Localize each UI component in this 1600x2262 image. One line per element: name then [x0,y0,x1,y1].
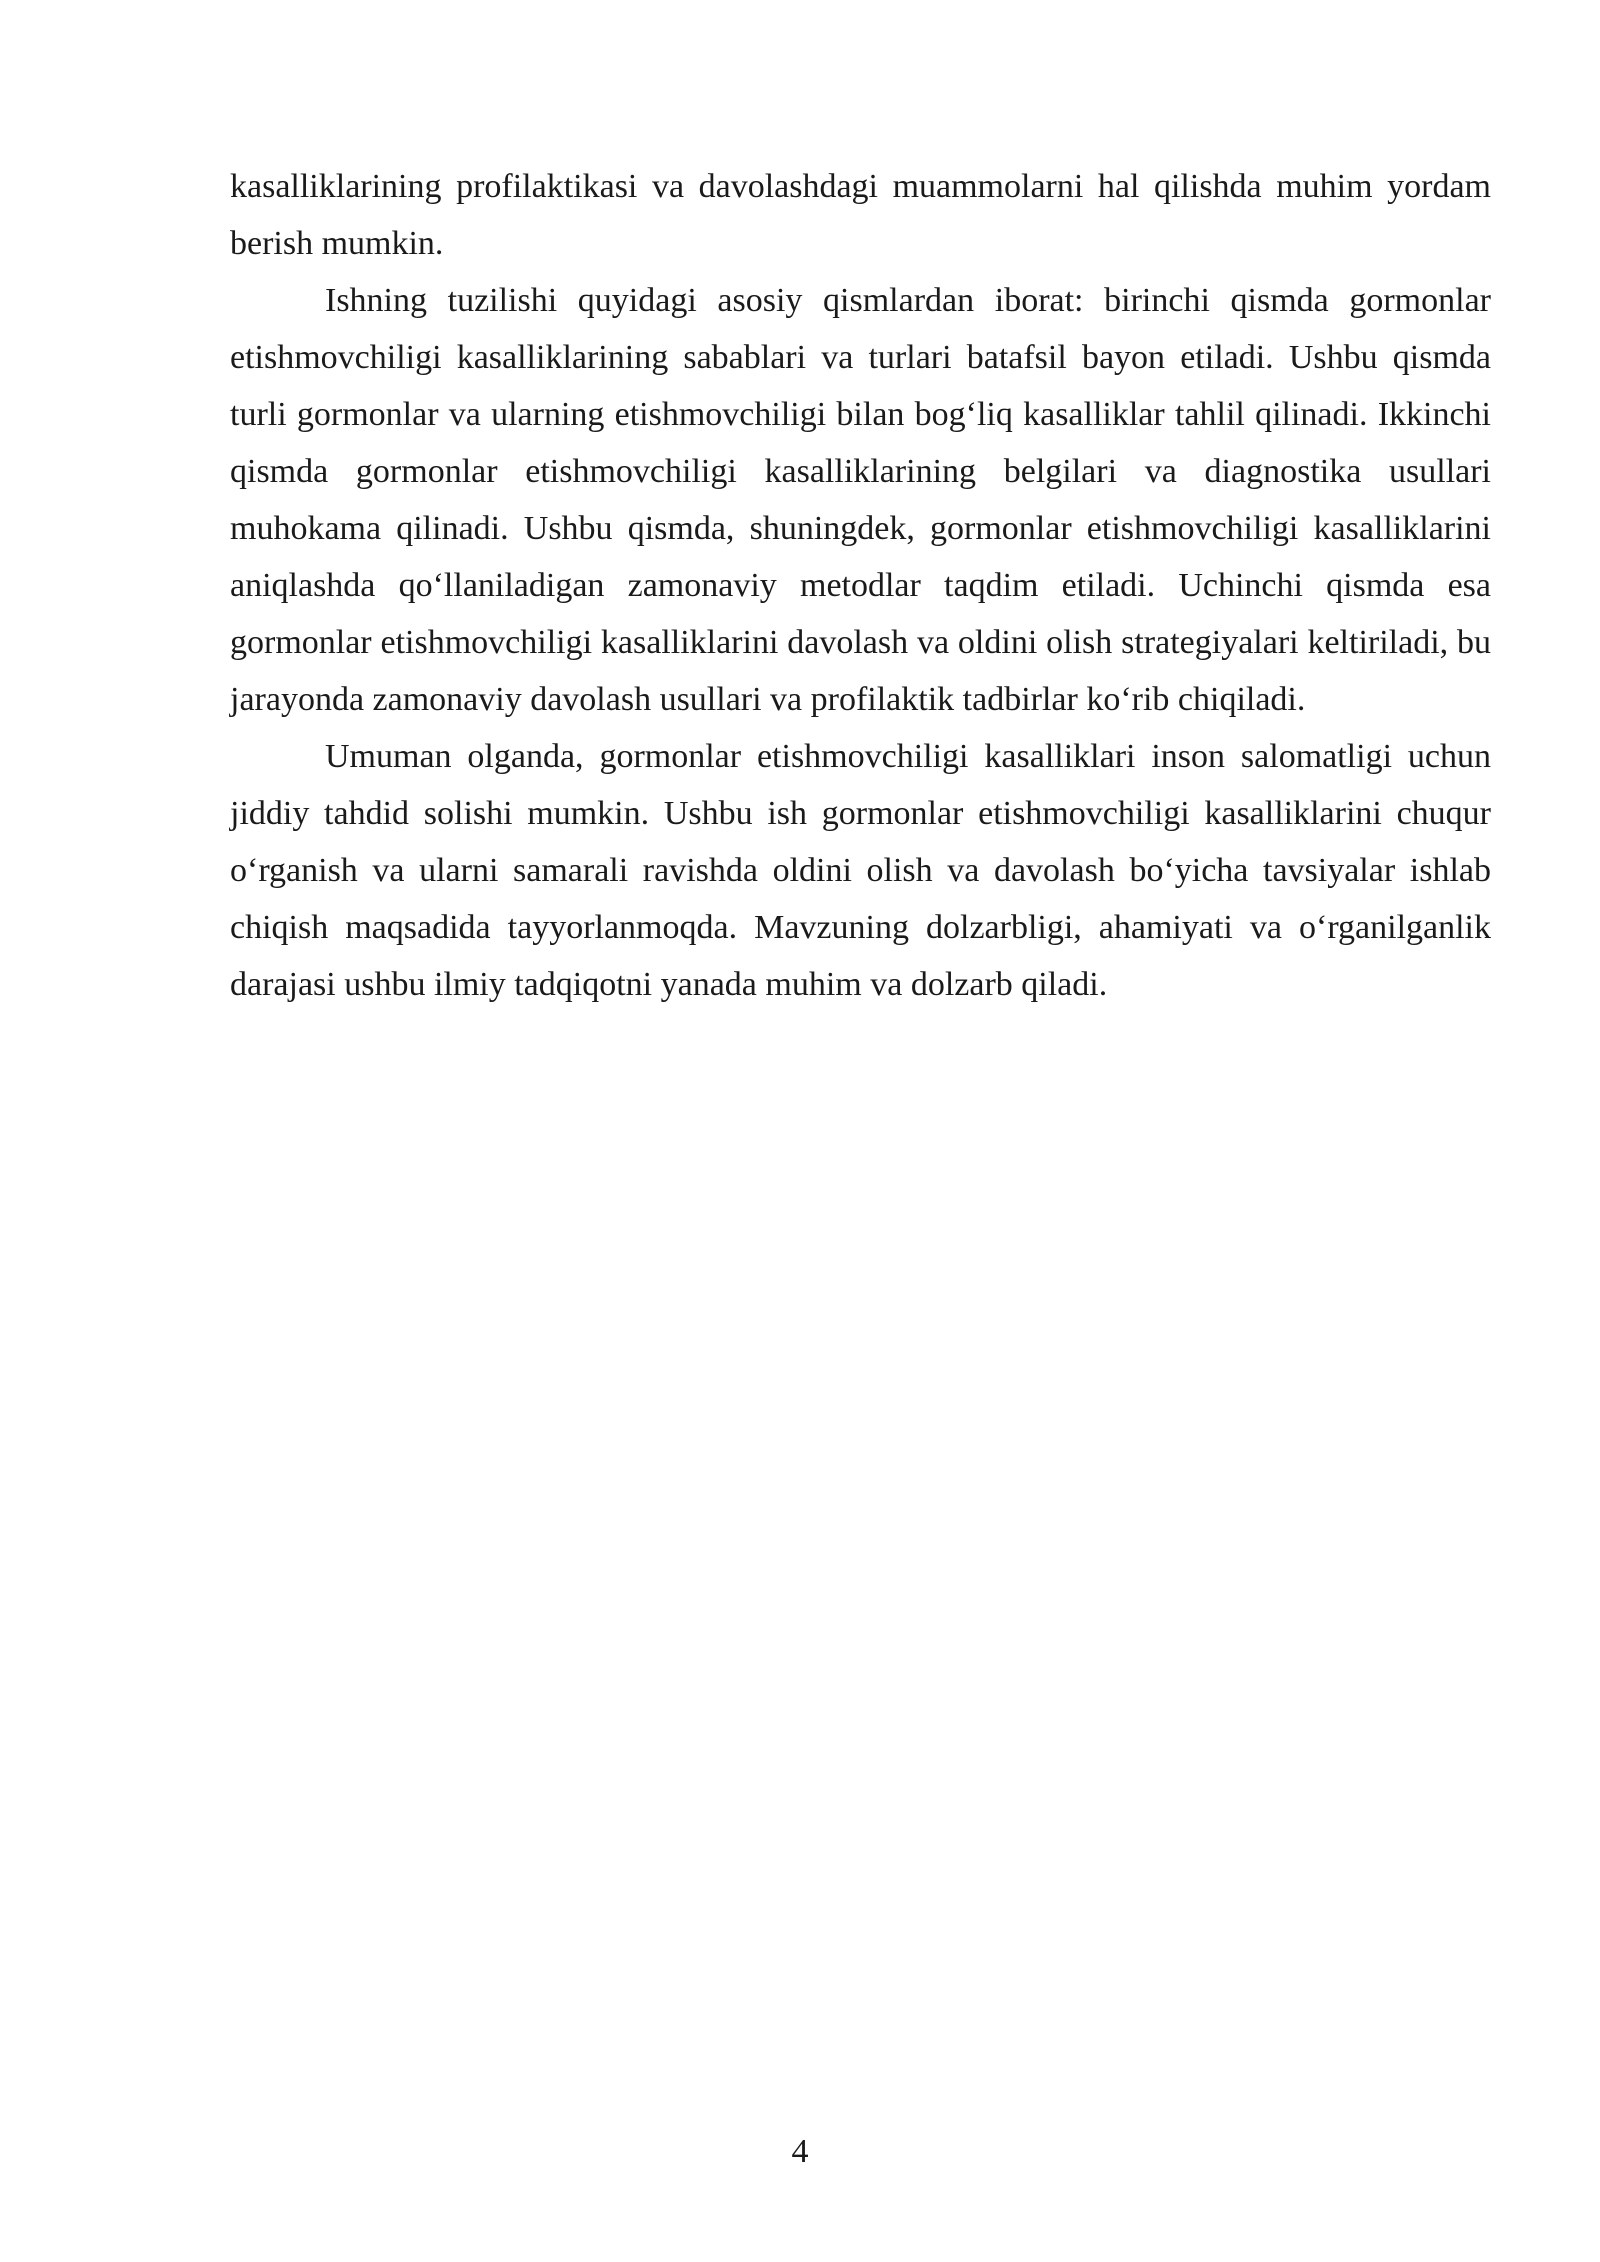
body-text [230,158,1491,1013]
page-number: 4 [791,2133,809,2170]
paragraph-conclusion: Umuman olganda, gormonlar etishmovchiligi kasalliklari inson salomatligi uchun jiddiy tahdid solishi mumkin. Ushbu ish gormonlar etishmovchiligi kasalliklarini chuqur o‘rganish va ularni samarali ravishda oldini olish va davolash bo‘yicha tavsiyalar ishlab chiqish maqsadida tayyorlanmoqda. Mavzuning dolzarbligi, ahamiyati va o‘rganilganlik darajasi ushbu ilmiy tadqiqotni yanada muhim va dolzarb qiladi. [230,738,1491,1003]
paragraph-continuation: kasalliklarining profilaktikasi va davolashdagi muammolarni hal qilishda muhim yordam berish mumkin. [230,168,1491,262]
paragraph-work-structure: Ishning tuzilishi quyidagi asosiy qismlardan iborat: birinchi qismda gormonlar etishmovchiligi kasalliklarining sabablari va turlari batafsil bayon etiladi. Ushbu qismda turli gormonlar va ularning etishmovchiligi bilan bog‘liq kasalliklar tahlil qilinadi. Ikkinchi qismda gormonlar etishmovchiligi kasalliklarining belgilari va diagnostika usullari muhokama qilinadi. Ushbu qismda, shuningdek, gormonlar etishmovchiligi kasalliklarini aniqlashda qo‘llaniladigan zamonaviy metodlar taqdim etiladi. Uchinchi qismda esa gormonlar etishmovchiligi kasalliklarini davolash va oldini olish strategiyalari keltiriladi, bu jarayonda zamonaviy davolash usullari va profilaktik tadbirlar ko‘rib chiqiladi. [230,282,1491,718]
